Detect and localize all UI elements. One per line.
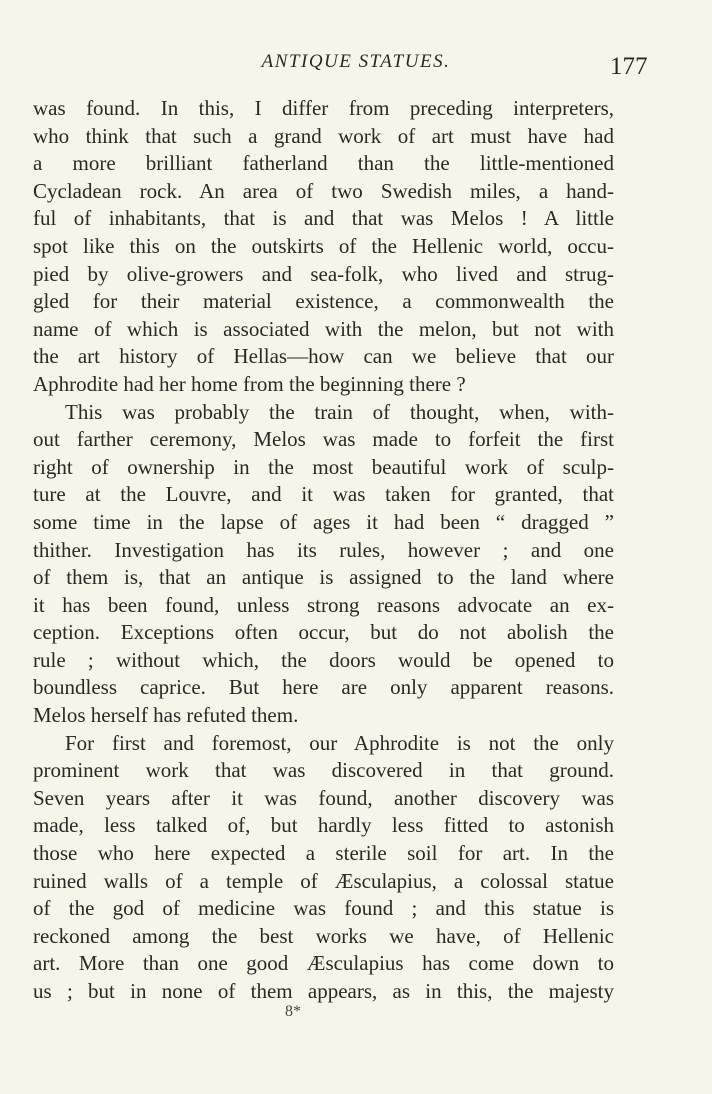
text-line: reckoned among the best works we have, of Hellenic [33,923,614,948]
page-number: 177 [610,53,648,80]
text-line: rule ; without which, the doors would be opened to [33,647,614,672]
text-line: some time in the lapse of ages it had been “ dragged ” [33,509,614,534]
text-line: For first and foremost, our Aphrodite is not the only [65,730,614,755]
text-line: us ; but in none of them appears, as in this, the majesty [33,979,614,1003]
text-line: Melos herself has refuted them. [33,703,299,728]
text-line: prominent work that was discovered in that ground. [33,758,614,783]
running-title: ANTIQUE STATUES. [261,51,451,72]
text-line: a more brilliant fatherland than the little-mentioned [33,151,614,176]
text-line: thither. Investigation has its rules, however ; and one [33,537,614,562]
text-line: ception. Exceptions often occur, but do not abolish the [33,620,614,645]
text-line: pied by olive-growers and sea-folk, who lived and strug- [33,261,614,286]
text-line: gled for their material existence, a commonwealth the [33,289,614,314]
text-line: of the god of medicine was found ; and this statue is [33,896,614,921]
text-line: ful of inhabitants, that is and that was Melos ! A little [33,206,614,231]
text-line: right of ownership in the most beautiful work of sculp- [33,454,614,479]
text-line: ruined walls of a temple of Æsculapius, a colossal statue [33,868,614,893]
text-line: art. More than one good Æsculapius has come down to [33,951,614,976]
text-line: spot like this on the outskirts of the Hellenic world, occu- [33,233,614,258]
text-line: was found. In this, I differ from preceding interpreters, [33,96,614,120]
text-line: This was probably the train of thought, when, with- [65,399,614,424]
text-line: ture at the Louvre, and it was taken for granted, that [33,482,614,507]
text-line: Cycladean rock. An area of two Swedish miles, a hand- [33,178,614,203]
text-line: Aphrodite had her home from the beginning there ? [33,371,466,396]
text-line: those who here expected a sterile soil for art. In the [33,841,614,866]
text-line: boundless caprice. But here are only apparent reasons. [33,675,614,700]
text-line: of them is, that an antique is assigned to the land where [33,565,614,590]
body-text [33,95,614,1006]
text-line: made, less talked of, but hardly less fitted to astonish [33,813,614,838]
signature-mark: 8* [285,1003,301,1020]
text-line: Seven years after it was found, another discovery was [33,785,614,810]
text-line: name of which is associated with the melon, but not with [33,316,614,341]
text-line: it has been found, unless strong reasons advocate an ex- [33,592,614,617]
text-line: out farther ceremony, Melos was made to forfeit the first [33,427,614,452]
text-line: who think that such a grand work of art must have had [33,123,614,148]
text-line: the art history of Hellas—how can we believe that our [33,344,614,369]
